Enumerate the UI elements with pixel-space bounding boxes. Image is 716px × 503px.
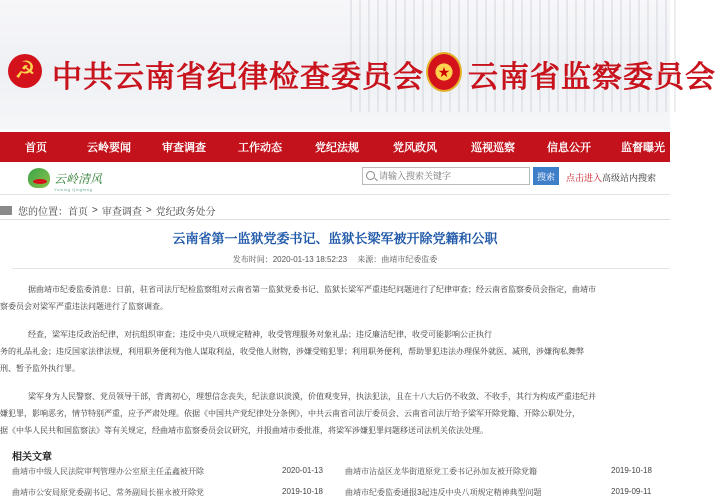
- paragraph-line: 据曲靖市纪委监委消息：日前，驻省司法厅纪检监察组对云南省第一监狱党委书记、监狱长梁军严重违纪问题进行了纪律审查；经云南省监察委员会指定，曲靖市: [28, 285, 596, 294]
- nav-investigation[interactable]: 审查调查: [162, 142, 206, 154]
- paragraph-line: 刑、暂予监外执行罪。: [0, 364, 80, 373]
- party-emblem-icon: ☭: [8, 54, 42, 88]
- search-button[interactable]: 搜索: [533, 167, 559, 185]
- search-bar: [0, 162, 670, 195]
- location-icon: [0, 206, 12, 215]
- article-source: 来源：曲靖市纪委监委: [357, 255, 438, 264]
- breadcrumb-separator: >: [145, 205, 152, 216]
- related-articles-heading: 相关文章: [12, 452, 52, 463]
- nav-exposure[interactable]: 监督曝光: [621, 142, 665, 154]
- related-article-link[interactable]: 曲靖市公安局原党委副书记、常务副局长崔永被开除党: [12, 488, 204, 497]
- advanced-search-label: 高级站内搜索: [602, 173, 657, 183]
- paragraph-line: 经查，梁军违反政治纪律，对抗组织审查；违反中央八项规定精神，收受管理服务对象礼品；违反廉洁纪律，收受可能影响公正执行: [28, 330, 492, 339]
- main-nav: [0, 132, 670, 162]
- related-article-date: 2020-01-13: [282, 466, 323, 475]
- related-article-date: 2019-10-18: [282, 487, 323, 496]
- search-input[interactable]: [362, 167, 530, 185]
- article-paragraph: [0, 388, 670, 439]
- nav-yunling-news[interactable]: 云岭要闻: [87, 142, 131, 154]
- related-article-date: 2019-10-18: [611, 466, 652, 475]
- advanced-search: [566, 171, 656, 184]
- article-paragraph: [0, 281, 670, 315]
- paragraph-line: 据《中华人民共和国监察法》等有关规定，经曲靖市监察委员会议研究，并报曲靖市委批准，将梁军涉嫌犯罪问题移送司法机关依法处理。: [0, 426, 488, 435]
- divider: [0, 219, 670, 220]
- publish-date: 发布时间：2020-01-13 18:52:23: [232, 255, 348, 264]
- breadcrumb: [0, 203, 216, 218]
- breadcrumb-home[interactable]: 首页: [68, 207, 88, 218]
- divider: [12, 268, 670, 269]
- advanced-search-link[interactable]: 点击进入: [566, 173, 603, 183]
- logo-subtext: Yunling Qingfeng: [54, 187, 93, 192]
- breadcrumb-prefix: 您的位置：: [18, 207, 68, 218]
- logo-mark-icon: [28, 168, 50, 188]
- yunling-qingfeng-logo[interactable]: [28, 168, 103, 192]
- nav-home[interactable]: 首页: [25, 142, 47, 154]
- related-article-date: 2019-09-11: [611, 487, 652, 496]
- breadcrumb-investigation[interactable]: 审查调查: [101, 207, 142, 218]
- article-title: 云南省第一监狱党委书记、监狱长梁军被开除党籍和公职: [172, 231, 498, 246]
- related-article-link[interactable]: 曲靖市沾益区龙华街道原党工委书记孙加友被开除党籍: [345, 467, 537, 476]
- search-icon: [366, 171, 375, 180]
- nav-party-rules[interactable]: 党纪法规: [315, 142, 359, 154]
- nav-info-disclosure[interactable]: 信息公开: [547, 142, 591, 154]
- article-body: [0, 281, 670, 450]
- nav-work-updates[interactable]: 工作动态: [238, 142, 282, 154]
- paragraph-line: 嫌犯罪，影响恶劣，情节特别严重，应予严肃处理。依据《中国共产党纪律处分条例》，中共云南省司法厅委员会、云南省司法厅给予梁军开除党籍、开除公职处分，: [0, 409, 580, 418]
- paragraph-line: 务的礼品礼金；违反国家法律法规，利用职务便利为他人谋取利益，收受他人财物，涉嫌受贿犯罪；利用职务便利，帮助罪犯违法办理保外就医、减刑，涉嫌徇私舞弊: [0, 347, 584, 356]
- logo-text: 云岭清风: [54, 171, 103, 186]
- related-article-link[interactable]: 曲靖市纪委监委通报3起违反中央八项规定精神典型问题: [345, 488, 542, 497]
- nav-inspection[interactable]: 巡视巡察: [471, 142, 515, 154]
- breadcrumb-discipline[interactable]: 党纪政务处分: [155, 207, 216, 218]
- related-article-link[interactable]: 曲靖市中级人民法院审判管理办公室原主任孟鑫被开除: [12, 467, 204, 476]
- site-title-discipline[interactable]: 中共云南省纪律检查委员会: [52, 61, 424, 94]
- nav-party-style[interactable]: 党风政风: [393, 142, 437, 154]
- site-title-supervision[interactable]: 云南省监察委员会: [468, 61, 716, 94]
- national-emblem-icon: ★: [426, 52, 462, 92]
- paragraph-line: 梁军身为人民警察、党员领导干部，背离初心，理想信念丧失，纪法意识淡漠，价值观变异，执法犯法，且在十八大后仍不收敛、不收手，其行为构成严重违纪并: [28, 392, 596, 401]
- site-banner: [0, 0, 716, 130]
- paragraph-line: 察委员会对梁军严重违法问题进行了监察调查。: [0, 302, 168, 311]
- breadcrumb-separator: >: [92, 205, 98, 216]
- article-paragraph: [0, 326, 670, 377]
- article-meta: [0, 254, 670, 265]
